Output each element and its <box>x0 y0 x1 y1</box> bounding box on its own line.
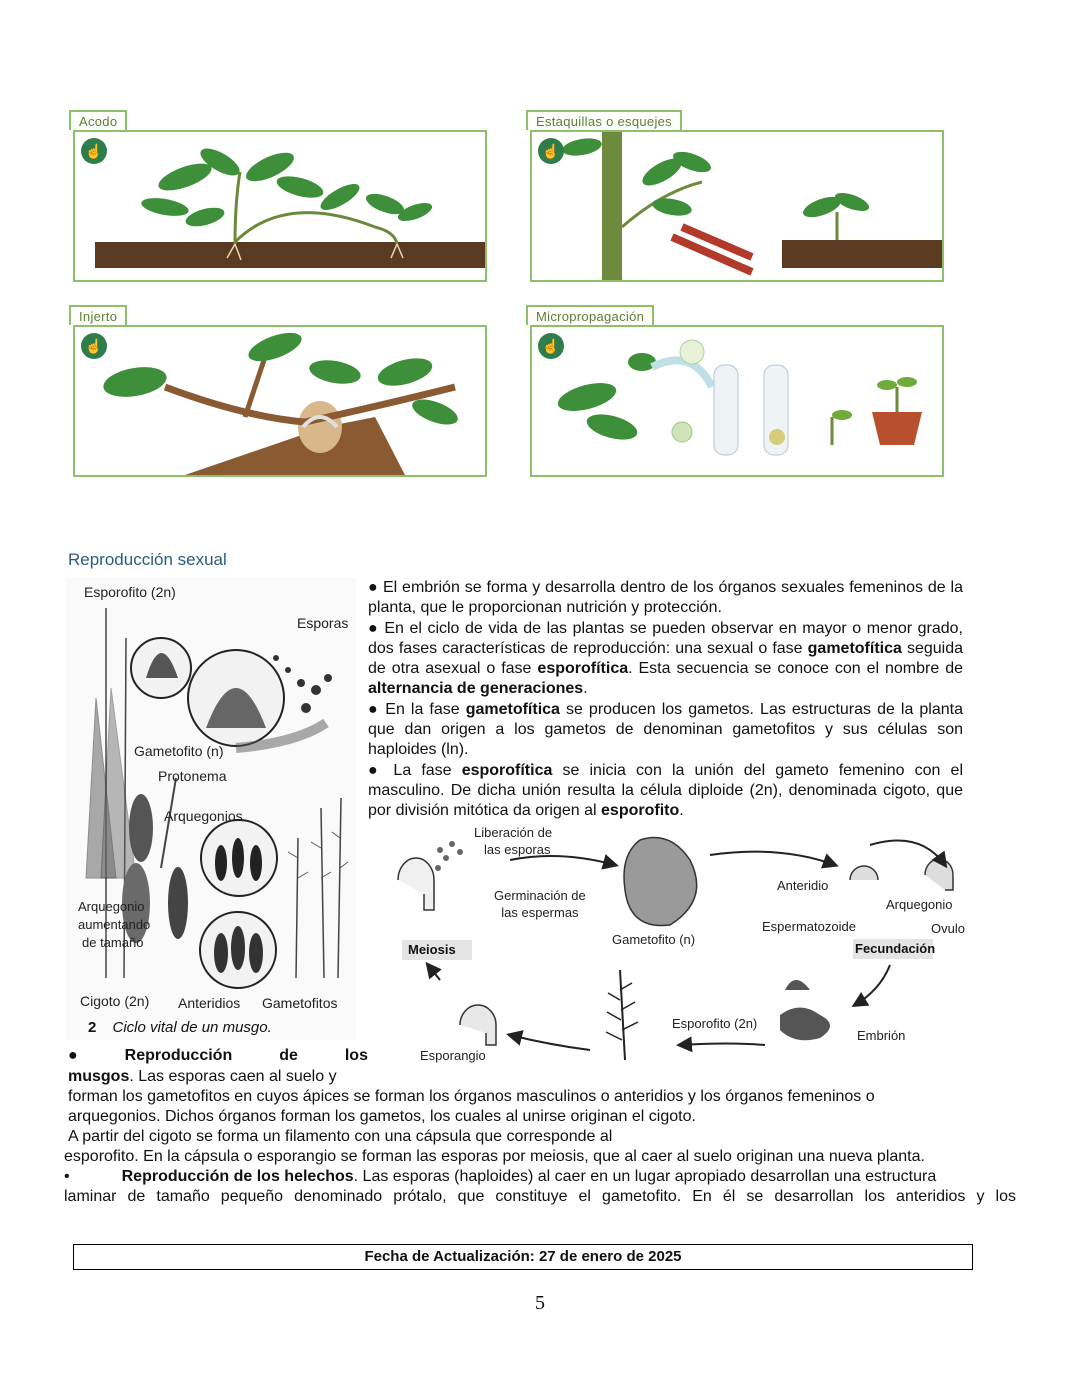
hand-pointer-icon: ☝ <box>81 138 107 164</box>
bullet-embrion: ● El embrión se forma y desarrolla dentro de los órganos sexuales femeninos de la planta, que le proporcionan nutrición y protección. <box>368 579 963 617</box>
moss-life-cycle-figure <box>66 578 356 1040</box>
label-liberacion: Liberación de las esporas <box>474 825 553 857</box>
label-esporofito-2n: Esporofito (2n) <box>672 1016 758 1031</box>
label-germinacion: Germinación de las espermas <box>494 888 586 920</box>
label-fecundacion: Fecundación <box>853 939 933 959</box>
helechos-line-2: laminar de tamaño pequeño denominado prótalo, que constituye el gametofito. En él se desarrollan los anteridios y los <box>64 1188 1016 1205</box>
label-ovulo: Ovulo <box>931 921 965 936</box>
musgos-line-2: musgos. Las esporas caen al suelo y <box>68 1068 337 1085</box>
panel-label: Injerto <box>69 305 127 325</box>
panel-micropropagacion <box>526 305 946 480</box>
label-espermatozoide: Espermatozoide <box>762 919 856 934</box>
hand-pointer-icon: ☝ <box>538 138 564 164</box>
panel-estaquillas <box>526 110 946 285</box>
figure-caption: 2 Ciclo vital de un musgo. <box>88 1019 272 1036</box>
label-gametofito: Gametofito (n) <box>134 743 224 759</box>
panel-label: Micropropagación <box>526 305 654 325</box>
musgos-line-4: arquegonios. Dichos órganos forman los gametos, los cuales al unirse originan el cigoto. <box>68 1108 696 1125</box>
page-number: 5 <box>535 1292 545 1314</box>
hand-pointer-icon: ☝ <box>81 333 107 359</box>
musgos-heading-line: ● Reproducción de los <box>68 1047 368 1064</box>
bullet-text-block <box>368 578 963 822</box>
musgos-line-5: A partir del cigoto se forma un filamento con una cápsula que corresponde al <box>68 1128 613 1145</box>
panel-label: Estaquillas o esquejes <box>526 110 682 130</box>
label-esporofito: Esporofito (2n) <box>84 584 176 600</box>
label-gametofito-n: Gametofito (n) <box>612 932 696 947</box>
label-esporangio: Esporangio <box>420 1048 486 1063</box>
panel-injerto <box>69 305 489 480</box>
musgos-line-3: forman los gametofitos en cuyos ápices se forman los órganos masculinos o anteridios y los órganos femeninos o <box>68 1088 875 1105</box>
label-protonema: Protonema <box>158 768 227 784</box>
grafting-illustration <box>75 327 485 475</box>
panel-acodo <box>69 110 489 285</box>
hand-pointer-icon: ☝ <box>538 333 564 359</box>
label-arquegonios: Arquegonios <box>164 808 243 824</box>
label-arquegonio-aumentando: Arquegonio aumentando de tamaño <box>78 899 151 950</box>
layering-illustration <box>75 132 485 280</box>
bullet-ciclo: ● En el ciclo de vida de las plantas se pueden observar en mayor o menor grado, dos fases características de reproducción: una sexual o fase gametofítica seguida de otra asexual o fase esporofítica. Esta secuencia se conoce con el nombre de alternancia de generaciones. <box>368 619 964 698</box>
panel-illustration <box>73 130 487 282</box>
label-embrion: Embrión <box>857 1028 906 1043</box>
bullet-fase-gametofitica: ● En la fase gametofítica se producen los gametos. Las estructuras de la planta que dan origen a los gametos de denominan gametofitos y sus células son haploides (ln). <box>368 700 963 759</box>
panel-illustration <box>73 325 487 477</box>
label-cigoto: Cigoto (2n) <box>80 993 150 1009</box>
musgos-line-6: esporofito. En la cápsula o esporangio se forman las esporas por meiosis, que al caer al suelo originan una nueva planta. <box>64 1148 925 1165</box>
helechos-line-1: • Reproducción de los helechos. Las esporas (haploides) al caer en un lugar apropiado desarrollan una estructura <box>64 1168 937 1185</box>
label-gametofitos: Gametofitos <box>262 995 338 1011</box>
panel-illustration <box>530 325 944 477</box>
bullet-fase-esporofitica: ● La fase esporofítica se inicia con la unión del gameto femenino con el masculino. De dicha unión resulta la célula diploide (2n), denominada cigoto, que por división mitótica da origen al esporofito. <box>368 761 963 820</box>
section-title: Reproducción sexual <box>68 550 227 569</box>
update-date-footer: Fecha de Actualización: 27 de enero de 2025 <box>73 1244 973 1270</box>
micropropagation-illustration <box>532 327 942 475</box>
label-meiosis: Meiosis <box>402 940 472 960</box>
panel-illustration <box>530 130 944 282</box>
label-anteridio: Anteridio <box>777 878 829 893</box>
fern-life-cycle-figure <box>380 820 980 1072</box>
label-arquegonio: Arquegonio <box>886 897 953 912</box>
label-esporas: Esporas <box>297 615 349 631</box>
cuttings-illustration <box>532 132 942 280</box>
panel-label: Acodo <box>69 110 127 130</box>
label-anteridios: Anteridios <box>178 995 241 1011</box>
